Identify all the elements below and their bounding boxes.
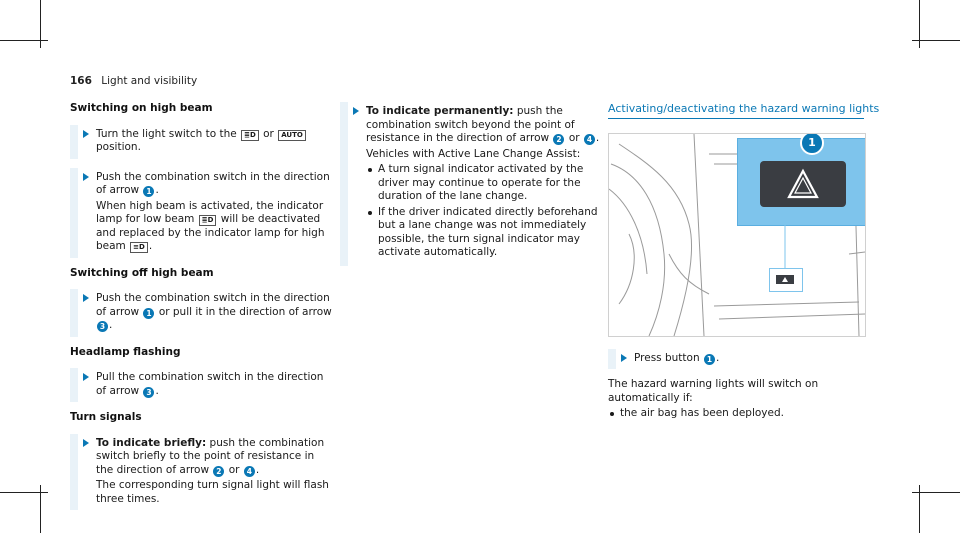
hazard-button-callout bbox=[737, 135, 866, 226]
step-text: Vehicles with Active Lane Change Assist: bbox=[366, 147, 581, 160]
hazard-triangle-icon bbox=[760, 161, 846, 207]
step-text: To indicate permanently: push the combination switch beyond the point of resistance in the direction of arrow 2 or 4 . bbox=[366, 105, 600, 144]
right-column bbox=[608, 102, 880, 423]
paragraph: The hazard warning lights will switch on automatically if: bbox=[608, 378, 819, 404]
arrow-2-badge: 2 bbox=[553, 134, 564, 145]
heading-turn-signals: Turn signals bbox=[70, 411, 142, 423]
step bbox=[70, 168, 332, 258]
step-arrow-icon bbox=[83, 373, 89, 381]
step-arrow-icon bbox=[83, 294, 89, 302]
heading-headlamp-flashing: Headlamp flashing bbox=[70, 345, 181, 358]
step bbox=[70, 125, 332, 159]
crop-mark bbox=[912, 492, 960, 493]
step bbox=[608, 349, 864, 370]
arrow-1-badge: 1 bbox=[143, 186, 154, 197]
hazard-button-location bbox=[769, 268, 803, 292]
hazard-auto-text bbox=[608, 378, 864, 421]
step-text: Turn the light switch to the ≣D or AUTO position. bbox=[96, 128, 332, 155]
high-beam-icon: ≡D bbox=[130, 242, 148, 253]
heading-high-beam-off: Switching off high beam bbox=[70, 266, 214, 279]
crop-mark bbox=[912, 40, 960, 41]
list-item: A turn signal indicator activated by the driver may continue to operate for the duration of the lane change. bbox=[378, 163, 602, 204]
list-item: the air bag has been deployed. bbox=[620, 407, 864, 421]
arrow-3-badge: 3 bbox=[97, 321, 108, 332]
bullet-list bbox=[608, 407, 864, 421]
step-text: Press button 1 . bbox=[634, 351, 720, 364]
crop-mark bbox=[0, 40, 48, 41]
step-arrow-icon bbox=[621, 354, 627, 362]
step bbox=[70, 289, 332, 337]
step bbox=[70, 368, 332, 402]
button-1-badge: 1 bbox=[800, 133, 824, 155]
step-text: Push the combination switch in the direction of arrow 1 . bbox=[96, 170, 330, 196]
hazard-warning-button bbox=[760, 161, 846, 207]
arrow-1-badge: 1 bbox=[143, 308, 154, 319]
hazard-triangle-icon bbox=[776, 275, 794, 284]
step-text: The corresponding turn signal light will flash three times. bbox=[96, 479, 329, 505]
bullet-list bbox=[366, 163, 602, 260]
step-text: Pull the combination switch in the direction of arrow 3 . bbox=[96, 371, 324, 397]
heading-high-beam-on: Switching on high beam bbox=[70, 102, 213, 114]
arrow-4-badge: 4 bbox=[244, 466, 255, 477]
dashboard-illustration bbox=[608, 133, 866, 337]
step bbox=[70, 434, 332, 511]
low-beam-icon: ≣D bbox=[241, 130, 259, 141]
low-beam-icon: ≣D bbox=[199, 215, 217, 226]
button-1-badge: 1 bbox=[704, 354, 715, 365]
arrow-2-badge: 2 bbox=[213, 466, 224, 477]
middle-column bbox=[340, 102, 602, 275]
step-arrow-icon bbox=[83, 130, 89, 138]
step-arrow-icon bbox=[83, 173, 89, 181]
hazard-button-thumb bbox=[776, 275, 794, 284]
step-text: When high beam is activated, the indicator lamp for low beam ≣D will be deactivated and replaced by the indicator lamp for high beam ≡D . bbox=[96, 199, 325, 252]
left-column bbox=[70, 102, 332, 519]
arrow-4-badge: 4 bbox=[584, 134, 595, 145]
section-title: Activating/deactivating the hazard warning lights bbox=[608, 102, 864, 119]
step-arrow-icon bbox=[83, 439, 89, 447]
section-name: Light and visibility bbox=[101, 75, 198, 87]
step bbox=[340, 102, 602, 266]
list-item: If the driver indicated directly beforehand but a lane change was not immediately possible, the turn signal indicator may activate automatically. bbox=[378, 206, 602, 260]
arrow-3-badge: 3 bbox=[143, 387, 154, 398]
step-text: To indicate briefly: push the combination switch briefly to the point of resistance in the direction of arrow 2 or 4 . bbox=[96, 436, 325, 476]
auto-light-icon: AUTO bbox=[278, 130, 306, 141]
step-arrow-icon bbox=[353, 107, 359, 115]
step-text: Push the combination switch in the direction of arrow 1 or pull it in the direction of arrow 3 . bbox=[96, 292, 332, 331]
page-header bbox=[70, 75, 197, 89]
crop-mark bbox=[0, 492, 48, 493]
page-number: 166 bbox=[70, 75, 92, 87]
